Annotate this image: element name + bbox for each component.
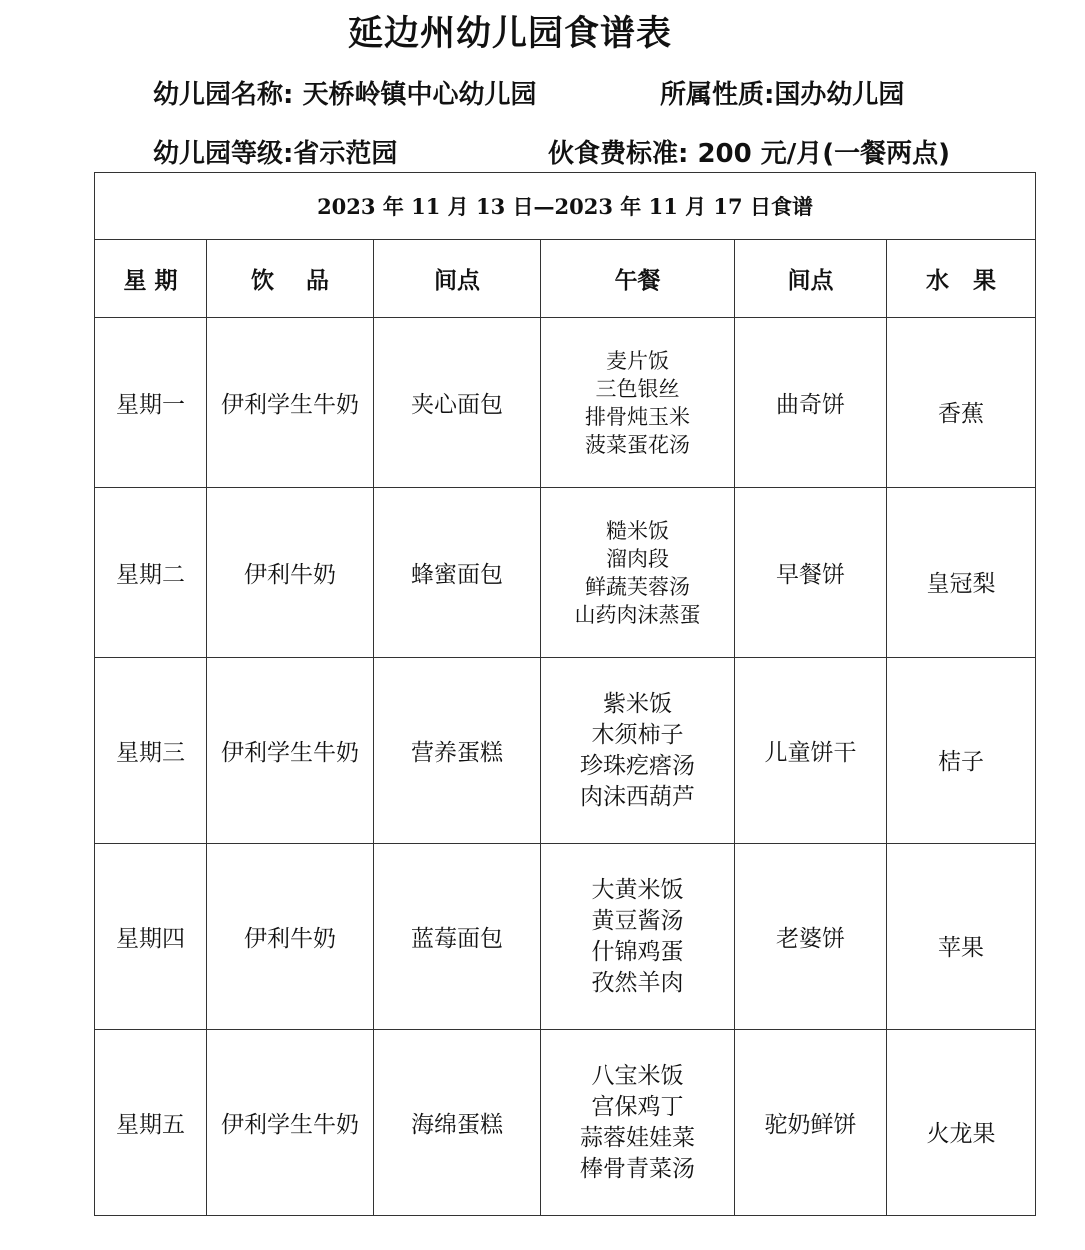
header-snack-afternoon: 间点 <box>735 240 887 318</box>
lunch-cell <box>541 844 735 1030</box>
day-cell: 星期一 <box>95 318 207 488</box>
date-range-caption: 2023 年 11 月 13 日—2023 年 11 月 17 日食谱 <box>95 173 1036 240</box>
fruit-label: 桔子 <box>938 749 985 775</box>
snack-afternoon-cell: 儿童饼干 <box>735 658 887 844</box>
lunch-item: 菠菜蛋花汤 <box>585 432 690 457</box>
drink-cell: 伊利学生牛奶 <box>207 658 374 844</box>
lunch-item: 鲜蔬芙蓉汤 <box>585 574 690 599</box>
fruit-label: 皇冠梨 <box>926 571 996 597</box>
menu-table <box>94 172 1036 1216</box>
table-row <box>95 318 1036 488</box>
table-row <box>95 844 1036 1030</box>
table-row <box>95 488 1036 658</box>
lunch-item: 糙米饭 <box>606 518 669 543</box>
lunch-item: 肉沫西葫芦 <box>580 783 695 810</box>
snack-afternoon-cell: 老婆饼 <box>735 844 887 1030</box>
fruit-cell <box>887 488 1036 658</box>
lunch-item: 棒骨青菜汤 <box>580 1155 695 1182</box>
header-fruit: 水 果 <box>887 240 1036 318</box>
lunch-item: 宫保鸡丁 <box>591 1093 684 1120</box>
fruit-label: 火龙果 <box>926 1121 996 1147</box>
header-lunch: 午餐 <box>541 240 735 318</box>
day-cell: 星期二 <box>95 488 207 658</box>
snack-morning-cell: 夹心面包 <box>374 318 541 488</box>
fruit-label: 苹果 <box>938 935 985 961</box>
day-cell: 星期五 <box>95 1030 207 1216</box>
lunch-item: 山药肉沫蒸蛋 <box>574 602 701 627</box>
snack-morning-cell: 营养蛋糕 <box>374 658 541 844</box>
fruit-cell <box>887 1030 1036 1216</box>
snack-morning-cell: 蓝莓面包 <box>374 844 541 1030</box>
kindergarten-grade: 幼儿园等级:省示范园 <box>153 139 398 169</box>
lunch-item: 三色银丝 <box>595 376 680 401</box>
snack-morning-cell: 蜂蜜面包 <box>374 488 541 658</box>
drink-cell: 伊利牛奶 <box>207 488 374 658</box>
header-day: 星 期 <box>95 240 207 318</box>
lunch-item: 排骨炖玉米 <box>585 404 690 429</box>
fruit-cell <box>887 844 1036 1030</box>
fruit-cell <box>887 318 1036 488</box>
table-row <box>95 658 1036 844</box>
lunch-item: 大黄米饭 <box>591 876 684 903</box>
caption-row <box>95 173 1036 240</box>
day-cell: 星期三 <box>95 658 207 844</box>
day-cell: 星期四 <box>95 844 207 1030</box>
lunch-item: 蒜蓉娃娃菜 <box>580 1124 695 1151</box>
drink-cell: 伊利牛奶 <box>207 844 374 1030</box>
fruit-cell <box>887 658 1036 844</box>
snack-afternoon-cell: 早餐饼 <box>735 488 887 658</box>
meal-fee-standard: 伙食费标准: 200 元/月(一餐两点) <box>548 139 951 169</box>
lunch-item: 黄豆酱汤 <box>591 907 684 934</box>
lunch-item: 紫米饭 <box>603 690 672 717</box>
lunch-cell <box>541 488 735 658</box>
table-row <box>95 1030 1036 1216</box>
lunch-item: 木须柿子 <box>591 721 684 748</box>
snack-morning-cell: 海绵蛋糕 <box>374 1030 541 1216</box>
snack-afternoon-cell: 曲奇饼 <box>735 318 887 488</box>
lunch-cell <box>541 1030 735 1216</box>
lunch-item: 珍珠疙瘩汤 <box>580 752 695 779</box>
lunch-item: 麦片饭 <box>606 348 669 373</box>
lunch-item: 溜肉段 <box>606 546 669 571</box>
snack-afternoon-cell: 驼奶鲜饼 <box>735 1030 887 1216</box>
lunch-cell <box>541 318 735 488</box>
fruit-label: 香蕉 <box>938 401 985 427</box>
kindergarten-nature: 所属性质:国办幼儿园 <box>660 80 905 110</box>
header-snack-morning: 间点 <box>374 240 541 318</box>
lunch-item: 八宝米饭 <box>591 1062 684 1089</box>
lunch-item: 孜然羊肉 <box>591 969 684 996</box>
kindergarten-name: 幼儿园名称: 天桥岭镇中心幼儿园 <box>153 80 537 110</box>
drink-cell: 伊利学生牛奶 <box>207 1030 374 1216</box>
drink-cell: 伊利学生牛奶 <box>207 318 374 488</box>
lunch-cell <box>541 658 735 844</box>
header-row <box>95 240 1036 318</box>
header-drink: 饮 品 <box>207 240 374 318</box>
page-title: 延边州幼儿园食谱表 <box>347 14 672 54</box>
lunch-item: 什锦鸡蛋 <box>591 938 684 965</box>
